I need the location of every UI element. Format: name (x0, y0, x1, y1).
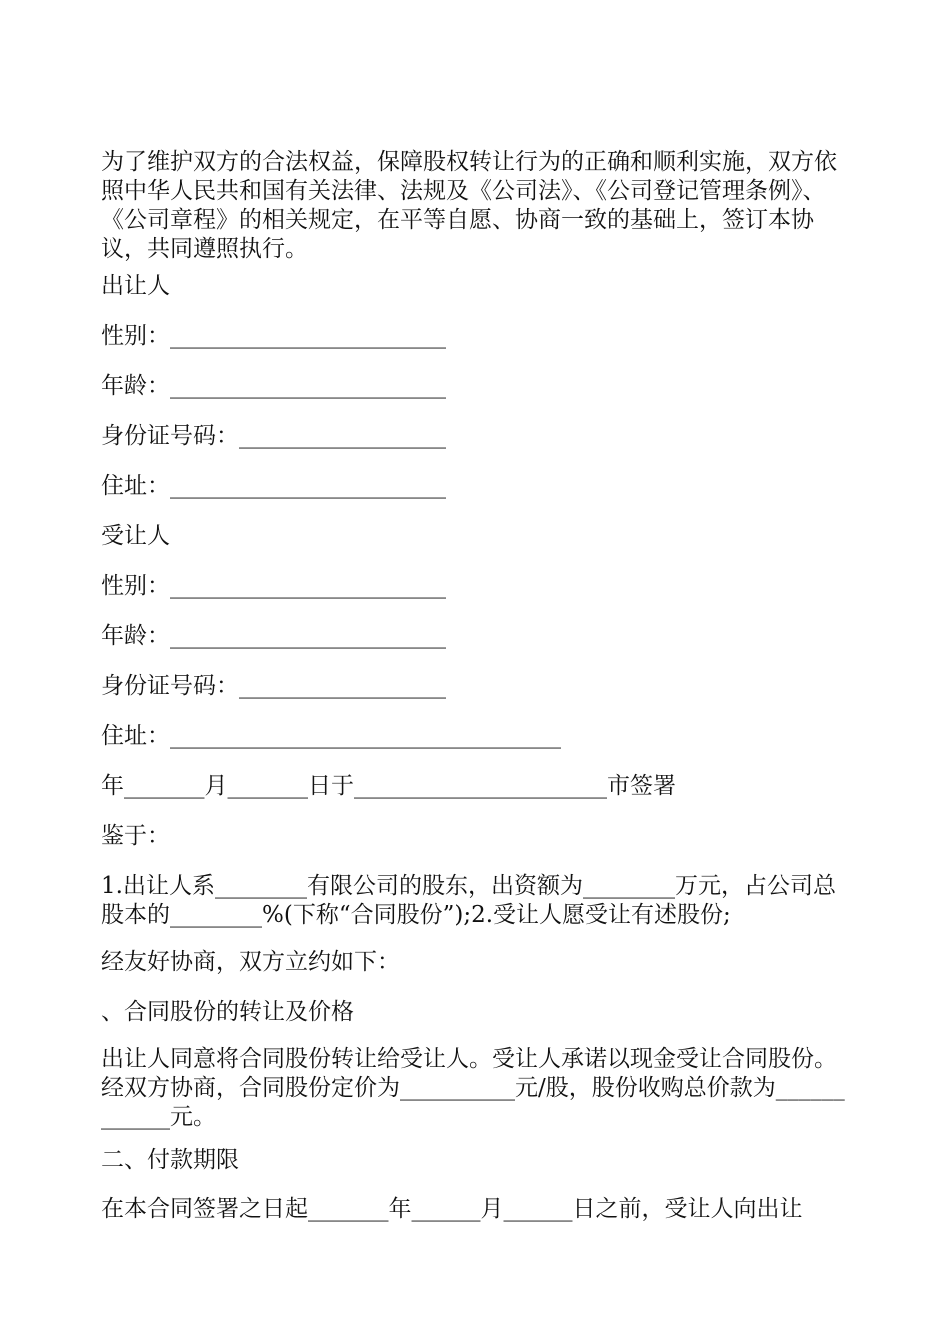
signing-date-line: 年_______月_______日于______________________市签署 (101, 773, 676, 799)
transferor-address-field: 住址：________________________ (101, 473, 446, 499)
transferee-heading: 受让人 (101, 523, 170, 549)
whereas-heading: 鉴于： (101, 823, 170, 849)
transferor-age-field: 年龄：________________________ (101, 373, 446, 399)
agreement-intro: 经友好协商，双方立约如下： (101, 949, 400, 975)
transferee-id-field: 身份证号码：__________________ (101, 673, 446, 699)
section1-paragraph: 出让人同意将合同股份转让给受让人。受让人承诺以现金受让合同股份。经双方协商，合同股份定价为__________元/股，股份收购总价款为____________元。 (101, 1046, 845, 1130)
section2-paragraph: 在本合同签署之日起_______年______月______日之前，受让人向出让 (101, 1196, 803, 1222)
transferee-gender-field: 性别：________________________ (101, 573, 446, 599)
whereas-paragraph: 1.出让人系________有限公司的股东，出资额为________万元，占公司总股本的________%(下称“合同股份”);2.受让人愿受让有述股份; (101, 873, 836, 928)
section2-heading: 二、付款期限 (101, 1147, 239, 1173)
transferor-heading: 出让人 (101, 273, 170, 299)
intro-paragraph: 为了维护双方的合法权益，保障股权转让行为的正确和顺利实施，双方依照中华人民共和国有关法律、法规及《公司法》、《公司登记管理条例》、《公司章程》的相关规定，在平等自愿、协商一致的基础上，签订本协议，共同遵照执行。 (101, 149, 837, 262)
section1-heading: 、合同股份的转让及价格 (101, 999, 354, 1025)
transferor-gender-field: 性别：________________________ (101, 323, 446, 349)
transferee-address-field: 住址：__________________________________ (101, 723, 561, 749)
transferee-age-field: 年龄：________________________ (101, 623, 446, 649)
transferor-id-field: 身份证号码：__________________ (101, 423, 446, 449)
